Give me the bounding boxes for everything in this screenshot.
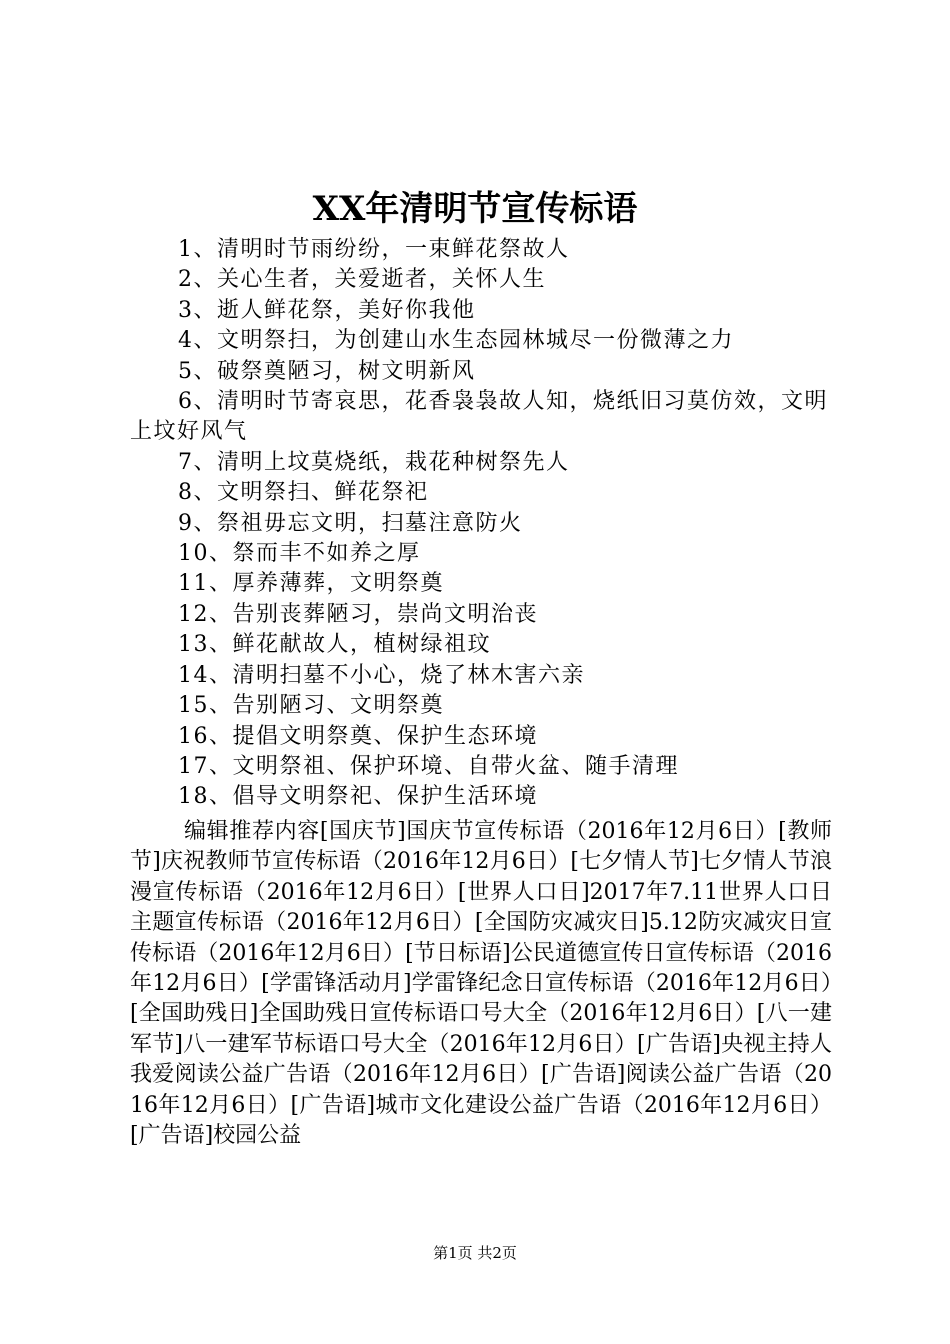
recommended-content-paragraph: 编辑推荐内容[国庆节]国庆节宣传标语（2016年12月6日）[教师节]庆祝教师节宣传标语（2016年12月6日）[七夕情人节]七夕情人节浪漫宣传标语（2016年12月6日）[世界人口日]2017年7.11世界人口日主题宣传标语（2016年12月6日）[全国防灾减灾日]5.12防灾减灾日宣传标语（2016年12月6日）[节日标语]公民道德宣传日宣传标语（2016年12月6日）[学雷锋活动月]学雷锋纪念日宣传标语（2016年12月6日）[全国助残日]全国助残日宣传标语口号大全（2016年12月6日）[八一建军节]八一建军节标语口号大全（2016年12月6日）[广告语]央视主持人我爱阅读公益广告语（2016年12月6日）[广告语]阅读公益广告语（2016年12月6日）[广告语]城市文化建设公益广告语（2016年12月6日）[广告语]校园公益 [130,819,832,1149]
slogan-item: 5、破祭奠陋习，树文明新风 [178,358,476,384]
slogan-list [130,235,830,813]
slogan-item: 3、逝人鲜花祭，美好你我他 [178,297,476,323]
slogan-item: 2、关心生者，关爱逝者，关怀人生 [178,267,546,293]
slogan-item: 9、祭祖毋忘文明，扫墓注意防火 [178,510,523,536]
slogan-item: 6、清明时节寄哀思，花香袅袅故人知，烧纸旧习莫仿效，文明上坟好风气 [130,389,828,445]
page-footer: 第1页 共2页 [433,1244,517,1262]
slogan-item: 13、鲜花献故人，植树绿祖玟 [178,632,491,658]
document-title: XX年清明节宣传标语 [312,189,638,229]
slogan-item: 8、文明祭扫、鲜花祭祀 [178,480,429,506]
slogan-item: 7、清明上坟莫烧纸，栽花种树祭先人 [178,449,570,475]
slogan-item: 4、文明祭扫，为创建山水生态园林城尽一份微薄之力 [178,328,734,354]
slogan-item: 12、告别丧葬陋习，崇尚文明治丧 [178,601,538,627]
slogan-item: 10、祭而丰不如养之厚 [178,541,421,567]
slogan-item: 16、提倡文明祭奠、保护生态环境 [178,723,538,749]
slogan-item: 17、文明祭祖、保护环境、自带火盆、随手清理 [178,753,679,779]
slogan-item: 14、清明扫墓不小心，烧了林木害六亲 [178,662,585,688]
slogan-item: 18、倡导文明祭祀、保护生活环境 [178,784,538,810]
slogan-item: 15、告别陋习、文明祭奠 [178,693,444,719]
slogan-item: 1、清明时节雨纷纷，一束鲜花祭故人 [178,237,570,262]
slogan-item: 11、厚养薄葬，文明祭奠 [178,571,444,597]
